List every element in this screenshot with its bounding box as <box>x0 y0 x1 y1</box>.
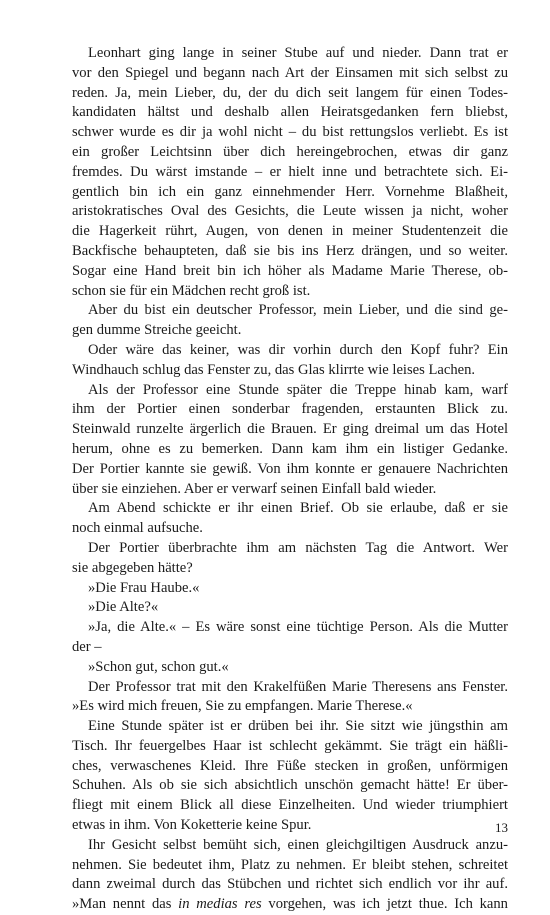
text-line: Der Portier überbrachte ihm am nächsten Tag die Antwort. Wer <box>88 539 508 556</box>
text-line: fliegt mit einem Blick all diese Einzelheiten. Und wieder triumphiert <box>72 797 508 814</box>
text-line: »Die Alte?« <box>88 599 159 616</box>
italic-phrase: in medias res <box>178 896 262 913</box>
text-body <box>72 44 508 915</box>
text-line: Ihr Gesicht selbst bemüht sich, einen gleichgiltigen Ausdruck anzu- <box>88 836 508 853</box>
text-line: dann zweimal durch das Stübchen und richtet sich endlich vor ihr auf. <box>72 876 508 893</box>
text-line: Backfische behaupteten, daß sie bis ins Herz drängen, und so weiter. <box>72 242 508 259</box>
text-line: etwas in ihm. Von Koketterie keine Spur. <box>72 817 312 834</box>
text-line: nehmen. Sie bedeutet ihm, Platz zu nehmen. Er bleibt stehen, schreitet <box>72 856 508 873</box>
text-line: aristokratisches Oval des Gesichts, die Leute wissen ja nicht, woher <box>72 203 508 220</box>
text-line: Eine Stunde später ist er drüben bei ihr. Sie sitzt wie jüngsthin am <box>88 718 508 735</box>
text-line: Der Portier kannte sie gewiß. Von ihm konnte er genauere Nachrichten <box>72 460 508 477</box>
text-line: herum, ohne es zu bemerken. Dann kam ihm ein listiger Gedanke. <box>72 440 508 457</box>
text-line: Schuhen. Als ob sie sich absichtlich unschön gemacht hätte! Er über- <box>72 777 508 794</box>
text-line: ihm der Portier einen sonderbar fragenden, erstaunten Blick zu. <box>72 401 508 418</box>
text-line: Oder wäre das keiner, was dir vorhin durch den Kopf fuhr? Ein <box>88 341 508 358</box>
text-line: ein großer Leichtsinn über dich hereingebrochen, etwas dir ganz <box>72 143 508 160</box>
text-line: Am Abend schickte er ihr einen Brief. Ob sie erlaube, daß er sie <box>88 500 508 517</box>
text-line: gen dumme Streiche geeicht. <box>72 322 242 339</box>
text-line: der – <box>72 638 102 655</box>
text-line: schon sie für ein Mädchen recht groß ist. <box>72 282 311 299</box>
text-line: ches, verwaschenes Kleid. Ihre Füße stecken in großen, unförmigen <box>72 757 508 774</box>
text-line: sie abgegeben hätte? <box>72 559 193 576</box>
text-line: Als der Professor eine Stunde später die Treppe hinab kam, warf <box>88 381 508 398</box>
text-line: fremdes. Du wärst imstande – er hielt inne und betrachtete sich. Ei- <box>72 163 508 180</box>
text-line: Der Professor trat mit den Krakelfüßen Marie Theresens ans Fenster. <box>88 678 508 695</box>
text-line: reden. Ja, mein Lieber, du, der du dich seit langem für einen Todes- <box>72 84 508 101</box>
page-number: 13 <box>495 820 508 835</box>
text-line: »Schon gut, schon gut.« <box>88 658 229 675</box>
text-line: Sogar eine Hand breit bin ich höher als Madame Marie Therese, ob- <box>72 262 508 279</box>
text-line: »Die Frau Haube.« <box>88 579 200 596</box>
text-line: schwer wurde es dir ja wohl nicht – du bist rettungslos verliebt. Es ist <box>72 124 508 141</box>
text-line: Tisch. Ihr feuergelbes Haar ist schlecht gekämmt. Sie trägt ein häßli- <box>72 737 508 754</box>
text-line: Leonhart ging lange in seiner Stube auf und nieder. Dann trat er <box>88 45 508 61</box>
text-line: Aber du bist ein deutscher Professor, mein Lieber, und die sind ge- <box>88 302 508 319</box>
text-line: noch einmal aufsuche. <box>72 520 203 537</box>
text-line: kandidaten hältst und deshalb allen Heiratsgedanken fern bliebst, <box>72 104 508 121</box>
text-line: über sie einziehen. Aber er verwarf seinen Einfall bald wieder. <box>72 480 437 497</box>
text-line: Steinwald runzelte ärgerlich die Brauen. Er ging dreimal um das Hotel <box>72 421 508 438</box>
text-line: vor den Spiegel und begann nach Art der Einsamen mit sich selbst zu <box>72 64 508 81</box>
text-line: »Ja, die Alte.« – Es wäre sonst eine tüchtige Person. Als die Mutter <box>88 619 508 636</box>
text-line: die Hagerkeit rührt, Augen, von denen in meiner Studentenzeit die <box>72 223 508 240</box>
text-line: Windhauch schlug das Fenster zu, das Glas klirrte wie leises Lachen. <box>72 361 476 378</box>
text-line: gentlich bin ich ein ganz einnehmender Herr. Vornehme Blaßheit, <box>72 183 508 200</box>
text-line: »Es wird mich freuen, Sie zu empfangen. Marie Therese.« <box>72 698 413 715</box>
text-line: »Man nennt das in medias res vorgehen, was ich jetzt thue. Ich kann <box>72 896 508 913</box>
